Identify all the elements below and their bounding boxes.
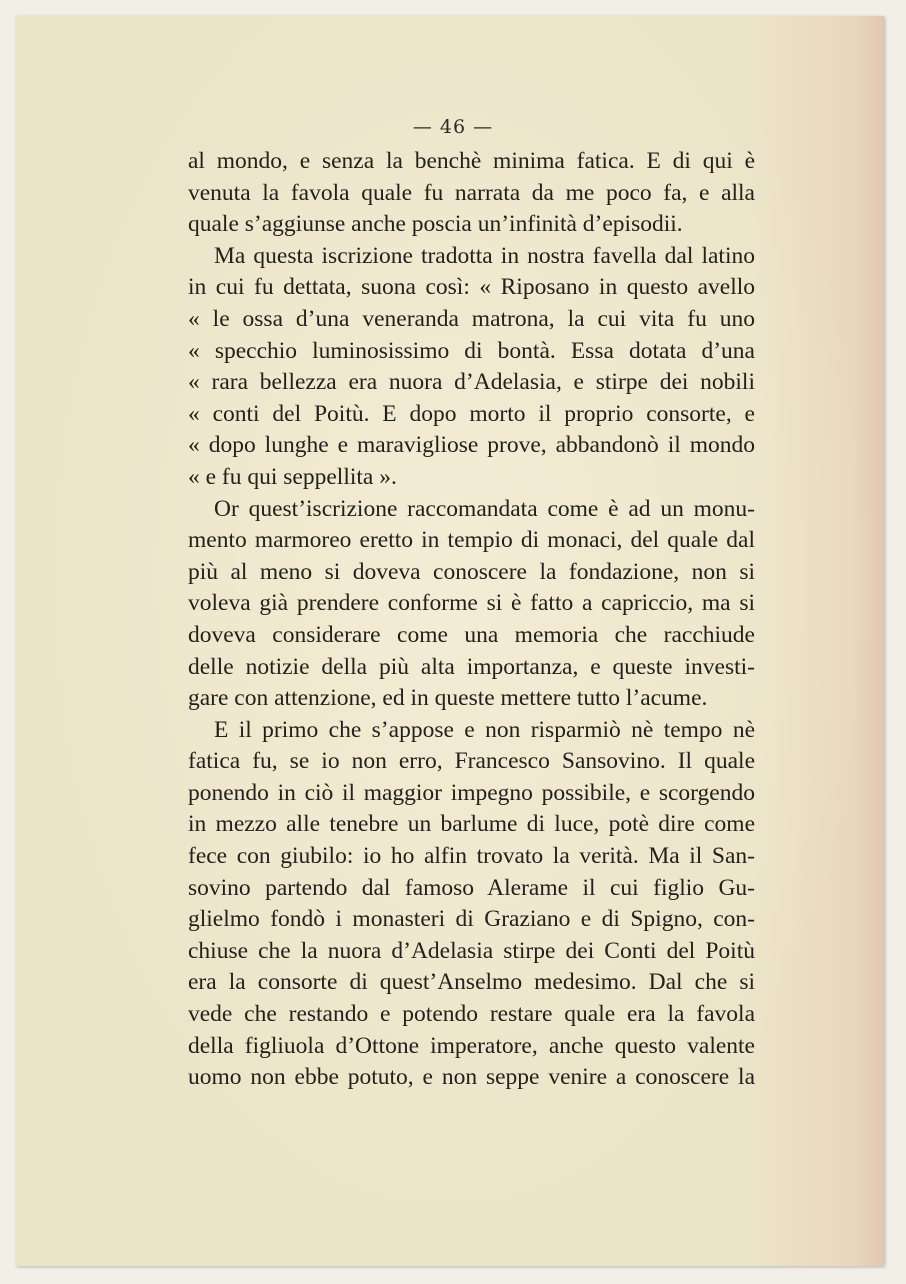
text-line: « conti del Poitù. E dopo morto il proprio consorte, e bbox=[188, 400, 755, 427]
text-line: mento marmoreo eretto in tempio di monaci, del quale dal bbox=[188, 527, 755, 554]
text-line: vede che restando e potendo restare quale era la favola bbox=[188, 1001, 755, 1028]
text-line: voleva già prendere conforme si è fatto a capriccio, ma si bbox=[188, 590, 755, 617]
text-line: era la consorte di quest’Anselmo medesimo. Dal che si bbox=[188, 969, 755, 996]
text-line: venuta la favola quale fu narrata da me poco fa, e alla bbox=[188, 179, 755, 206]
text-line: uomo non ebbe potuto, e non seppe venire a conoscere la bbox=[188, 1064, 755, 1091]
text-line: « dopo lunghe e maravigliose prove, abbandonò il mondo bbox=[188, 432, 755, 459]
text-line: « le ossa d’una veneranda matrona, la cui vita fu uno bbox=[188, 305, 755, 332]
text-line: delle notizie della più alta importanza, e queste investi- bbox=[188, 653, 755, 680]
text-line: fece con giubilo: io ho alfin trovato la verità. Ma il San- bbox=[188, 843, 755, 870]
text-line: E il primo che s’appose e non risparmiò nè tempo nè bbox=[214, 716, 755, 743]
text-line: « e fu qui seppellita ». bbox=[188, 463, 397, 490]
body-text bbox=[188, 146, 755, 1094]
text-line: chiuse che la nuora d’Adelasia stirpe dei Conti del Poitù bbox=[188, 937, 755, 964]
text-line: glielmo fondò i monasteri di Graziano e di Spigno, con- bbox=[188, 906, 755, 933]
text-line: in cui fu dettata, suona così: « Riposano in questo avello bbox=[188, 274, 755, 301]
text-line: Ma questa iscrizione tradotta in nostra favella dal latino bbox=[214, 242, 755, 269]
text-line: sovino partendo dal famoso Alerame il cui figlio Gu- bbox=[188, 874, 755, 901]
text-line: della figliuola d’Ottone imperatore, anche questo valente bbox=[188, 1032, 755, 1059]
text-line: Or quest’iscrizione raccomandata come è ad un monu- bbox=[214, 495, 755, 522]
text-line: al mondo, e senza la benchè minima fatica. E di qui è bbox=[188, 148, 755, 174]
text-line: gare con attenzione, ed in queste mettere tutto l’acume. bbox=[188, 685, 708, 712]
text-line: quale s’aggiunse anche poscia un’infinità d’episodii. bbox=[188, 211, 683, 238]
text-line: fatica fu, se io non erro, Francesco Sansovino. Il quale bbox=[188, 748, 755, 775]
text-line: « rara bellezza era nuora d’Adelasia, e stirpe dei nobili bbox=[188, 369, 755, 396]
page-number: — 46 — bbox=[412, 116, 494, 138]
text-line: « specchio luminosissimo di bontà. Essa dotata d’una bbox=[188, 337, 755, 364]
text-line: ponendo in ciò il maggior impegno possibile, e scorgendo bbox=[188, 779, 755, 806]
text-line: doveva considerare come una memoria che racchiude bbox=[188, 621, 755, 648]
text-line: più al meno si doveva conoscere la fondazione, non si bbox=[188, 558, 755, 585]
text-line: in mezzo alle tenebre un barlume di luce, potè dire come bbox=[188, 811, 755, 838]
